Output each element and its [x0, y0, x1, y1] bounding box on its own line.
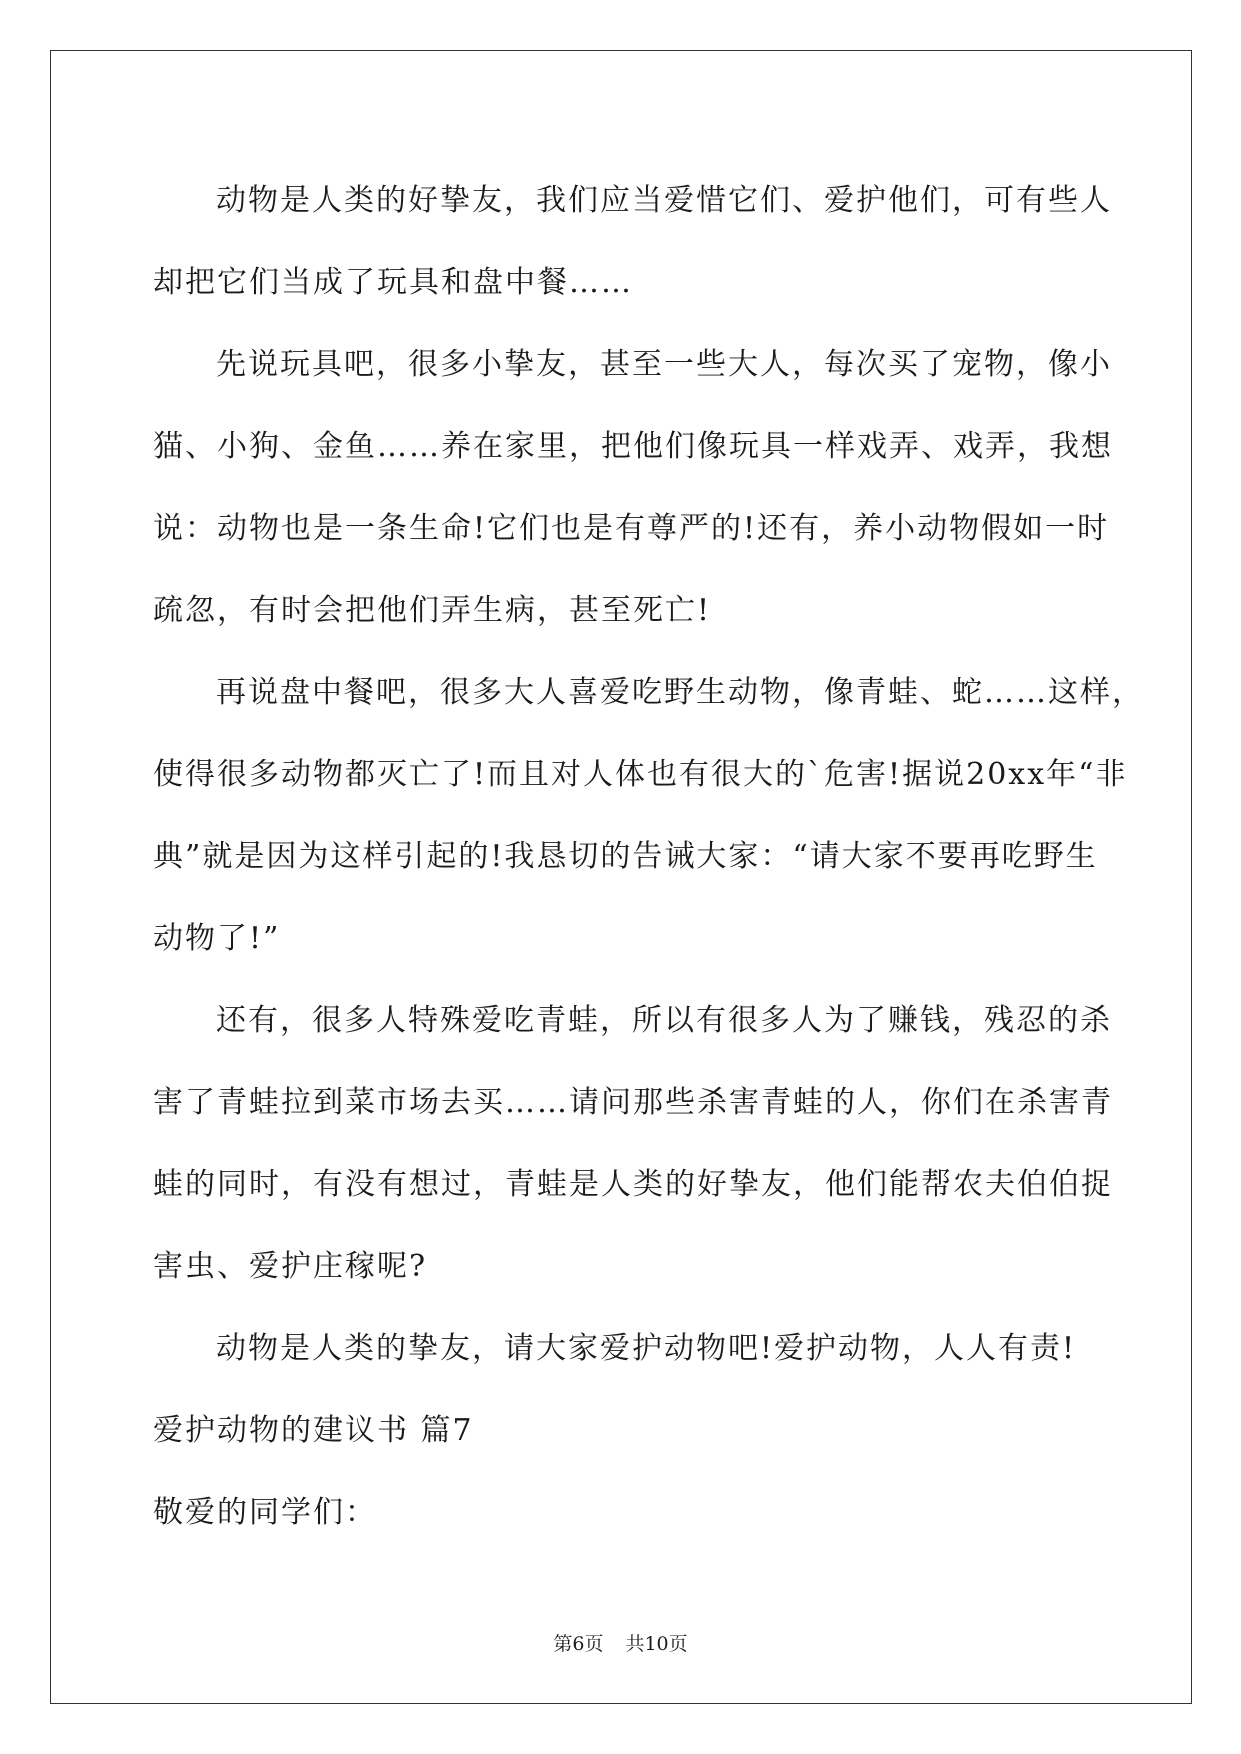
text-line: 疏忽，有时会把他们弄生病，甚至死亡!: [153, 593, 712, 628]
text-line: 使得很多动物都灭亡了!而且对人体也有很大的`危害!据说20xx年“非: [153, 757, 1128, 792]
text-line: 典”就是因为这样引起的!我恳切的告诫大家：“请大家不要再吃野生: [153, 839, 1098, 874]
text-line: 再说盘中餐吧，很多大人喜爱吃野生动物，像青蛙、蛇……这样，: [216, 675, 1144, 710]
salutation: 敬爱的同学们：: [153, 1495, 377, 1530]
page-footer: [0, 1632, 1241, 1656]
section-heading: 爱护动物的建议书 篇7: [153, 1413, 474, 1448]
document-body: [153, 160, 1144, 1554]
text-line: 先说玩具吧，很多小挚友，甚至一些大人，每次买了宠物，像小: [216, 347, 1112, 382]
text-line: 动物了!”: [153, 921, 281, 956]
text-line: 还有，很多人特殊爱吃青蛙，所以有很多人为了赚钱，残忍的杀: [216, 1003, 1112, 1038]
text-line: 害了青蛙拉到菜市场去买……请问那些杀害青蛙的人，你们在杀害青: [153, 1085, 1113, 1120]
text-line: 害虫、爱护庄稼呢?: [153, 1249, 428, 1284]
text-line: 却把它们当成了玩具和盘中餐……: [153, 265, 633, 300]
text-line: 猫、小狗、金鱼……养在家里，把他们像玩具一样戏弄、戏弄，我想: [153, 429, 1113, 464]
text-line: 蛙的同时，有没有想过，青蛙是人类的好挚友，他们能帮农夫伯伯捉: [153, 1167, 1113, 1202]
page-number: 第6页: [553, 1633, 604, 1655]
text-line: 说：动物也是一条生命!它们也是有尊严的!还有，养小动物假如一时: [153, 511, 1110, 546]
page-total: 共10页: [625, 1633, 688, 1655]
text-line: 动物是人类的挚友，请大家爱护动物吧!爱护动物，人人有责!: [216, 1331, 1077, 1366]
text-line: 动物是人类的好挚友，我们应当爱惜它们、爱护他们，可有些人: [216, 183, 1112, 218]
